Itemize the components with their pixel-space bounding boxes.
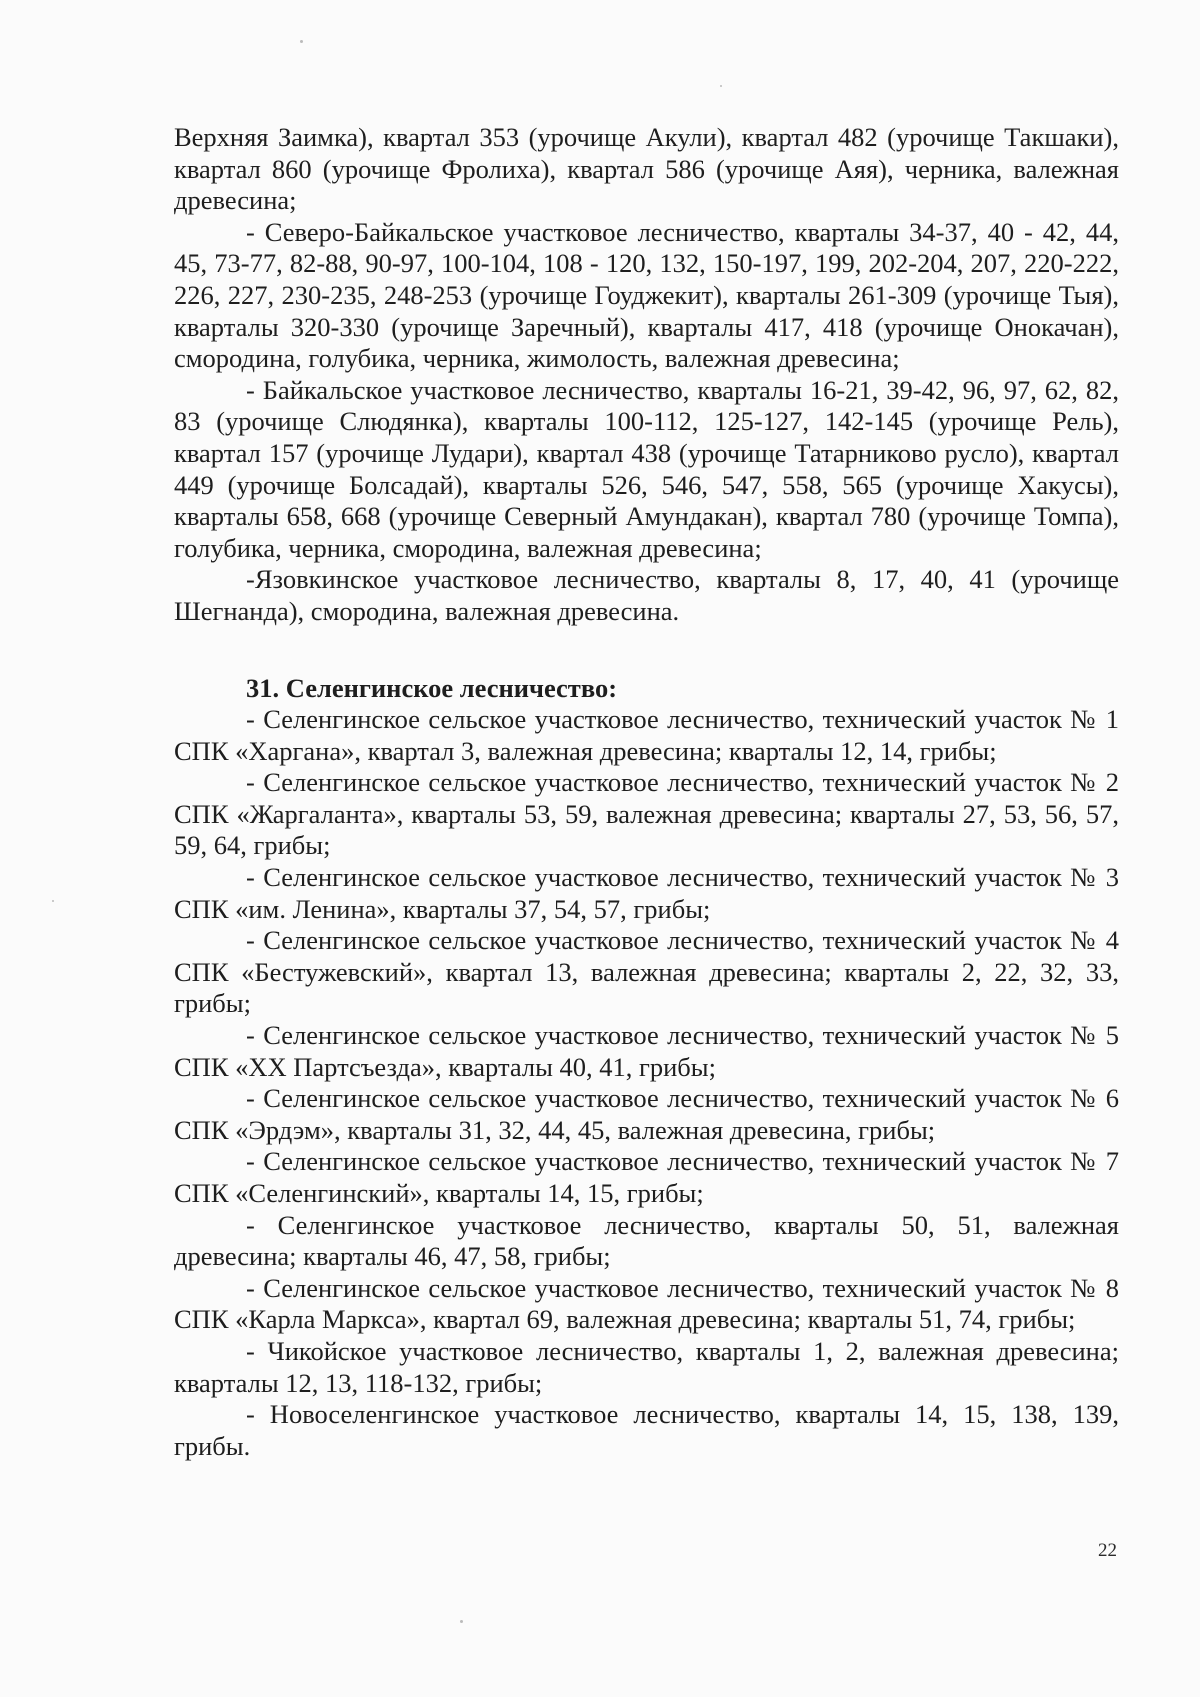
section-item: - Селенгинское участковое лесничество, кварталы 50, 51, валежная древесина; кварталы 46, 47, 58, грибы;	[174, 1209, 1119, 1272]
scan-speck	[460, 1620, 463, 1623]
section-item: - Селенгинское сельское участковое лесничество, технический участок № 1 СПК «Харгана», квартал 3, валежная древесина; кварталы 12, 14, грибы;	[174, 704, 1119, 766]
section-item: - Чикойское участковое лесничество, кварталы 1, 2, валежная древесина; кварталы 12, 13, 118-132, грибы;	[174, 1335, 1119, 1398]
section-item: - Новоселенгинское участковое лесничество, кварталы 14, 15, 138, 139, грибы.	[174, 1399, 1119, 1461]
scan-speck	[720, 85, 722, 87]
paragraph-baikalskoe: - Байкальское участковое лесничество, кварталы 16-21, 39-42, 96, 97, 62, 82, 83 (урочище Слюдянка), кварталы 100-112, 125-127, 142-145 (урочище Рель), квартал 157 (урочище Лудари), квартал 438 (урочище Татарниково русло), квартал 449 (урочище Болсадай), кварталы 526, 546, 547, 558, 565 (урочище Хакусы), кварталы 658, 668 (урочище Северный Амундакан), квартал 780 (урочище Томпа), голубика, черника, смородина, валежная древесина;	[174, 374, 1119, 563]
section-item: - Селенгинское сельское участковое лесничество, технический участок № 2 СПК «Жаргаланта», кварталы 53, 59, валежная древесина; кварталы 27, 53, 56, 57, 59, 64, грибы;	[174, 767, 1119, 861]
section-gap	[174, 628, 1119, 673]
section-item: - Селенгинское сельское участковое лесничество, технический участок № 6 СПК «Эрдэм», кварталы 31, 32, 44, 45, валежная древесина, грибы;	[174, 1083, 1119, 1145]
paragraph-yazovkinskoe: -Язовкинское участковое лесничество, кварталы 8, 17, 40, 41 (урочище Шегнанда), смородина, валежная древесина.	[174, 564, 1119, 626]
section-item: - Селенгинское сельское участковое лесничество, технический участок № 4 СПК «Бестужевский», квартал 13, валежная древесина; кварталы 2, 22, 32, 33, грибы;	[174, 925, 1119, 1019]
section-title: 31. Селенгинское лесничество:	[246, 672, 618, 703]
paragraph-severo-baikalskoe: - Северо-Байкальское участковое лесничество, кварталы 34-37, 40 - 42, 44, 45, 73-77, 82-88, 90-97, 100-104, 108 - 120, 132, 150-197, 199, 202-204, 207, 220-222, 226, 227, 230-235, 248-253 (урочище Гоуджекит), кварталы 261-309 (урочище Тыя), кварталы 320-330 (урочище Заречный), кварталы 417, 418 (урочище Онокачан), смородина, голубика, черника, жимолость, валежная древесина;	[174, 216, 1119, 374]
page-number: 22	[1098, 1540, 1117, 1561]
section-item: - Селенгинское сельское участковое лесничество, технический участок № 3 СПК «им. Ленина», кварталы 37, 54, 57, грибы;	[174, 862, 1119, 924]
section-item: - Селенгинское сельское участковое лесничество, технический участок № 8 СПК «Карла Маркса», квартал 69, валежная древесина; кварталы 51, 74, грибы;	[174, 1272, 1119, 1335]
document-page	[174, 122, 1119, 1462]
section-item: - Селенгинское сельское участковое лесничество, технический участок № 5 СПК «XX Партсъезда», кварталы 40, 41, грибы;	[174, 1020, 1119, 1082]
scan-speck	[300, 40, 303, 43]
section-item: - Селенгинское сельское участковое лесничество, технический участок № 7 СПК «Селенгинский», кварталы 14, 15, грибы;	[174, 1146, 1119, 1208]
scan-speck	[52, 900, 54, 902]
continuation-paragraph: Верхняя Заимка), квартал 353 (урочище Акули), квартал 482 (урочище Такшаки), квартал 860 (урочище Фролиха), квартал 586 (урочище Аяя), черника, валежная древесина;	[174, 122, 1119, 216]
